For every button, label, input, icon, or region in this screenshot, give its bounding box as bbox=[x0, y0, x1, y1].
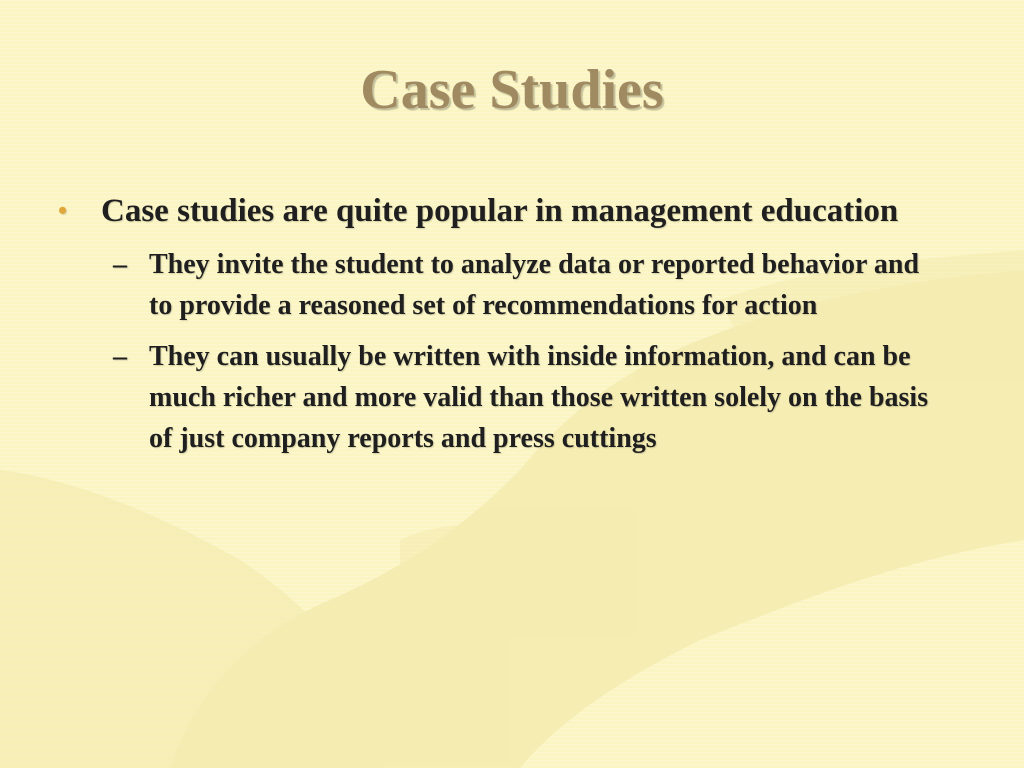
bullet-marker: • bbox=[58, 196, 68, 225]
sub-bullet-list bbox=[101, 244, 958, 459]
sub-bullet-marker: – bbox=[113, 341, 127, 372]
slide-title: Case Studies bbox=[360, 59, 664, 121]
bullet-list bbox=[58, 188, 958, 459]
bullet-item bbox=[58, 188, 958, 459]
sub-bullet-text: They can usually be written with inside information, and can be much richer and more valid than those written solely on the basis of just company reports and press cuttings bbox=[149, 341, 929, 454]
sub-bullet-item bbox=[101, 336, 944, 459]
sub-bullet-item bbox=[101, 244, 944, 326]
bullet-text: Case studies are quite popular in management education bbox=[101, 193, 899, 229]
sub-bullet-marker: – bbox=[113, 249, 127, 280]
sub-bullet-text: They invite the student to analyze data or reported behavior and to provide a reasoned set of recommendations for action bbox=[149, 249, 920, 321]
